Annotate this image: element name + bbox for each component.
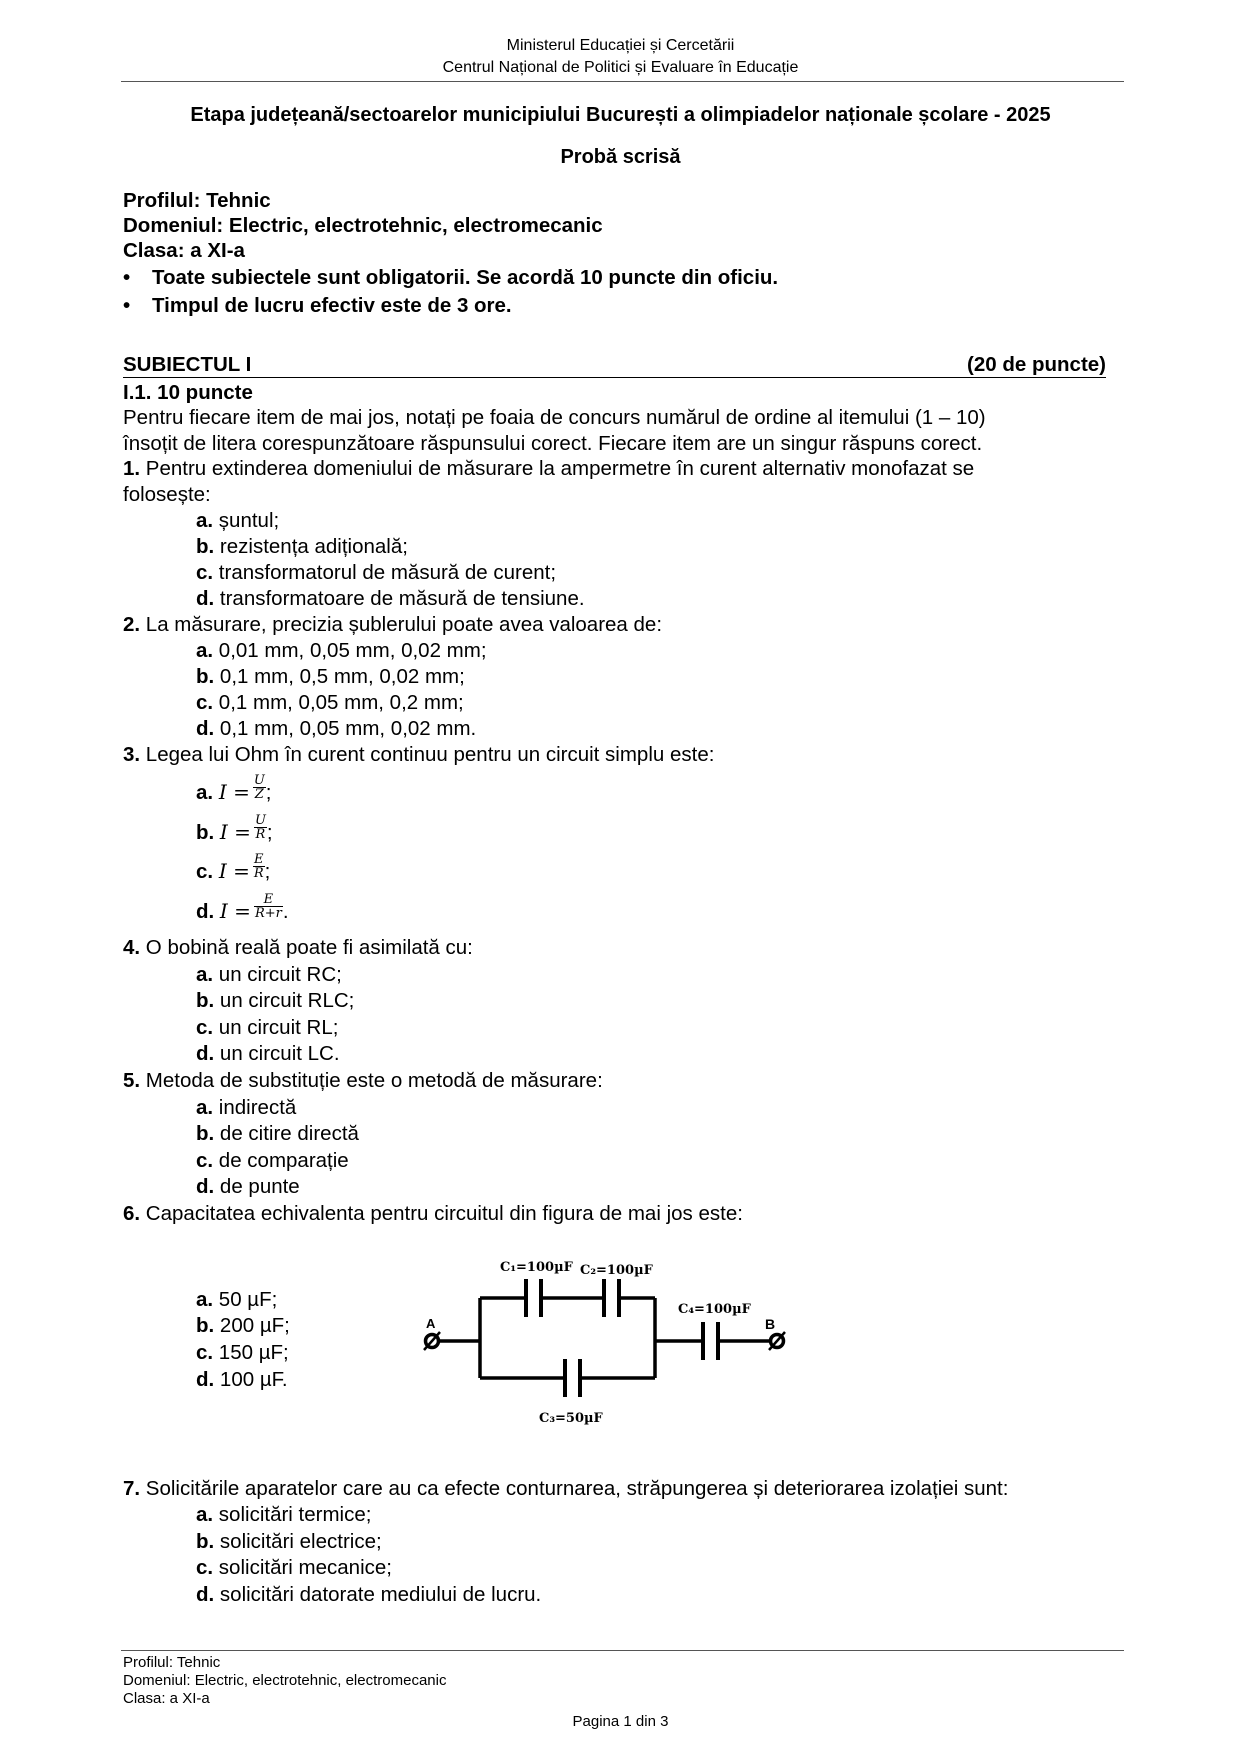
page-title: Etapa județeană/sectoarelor municipiului București a olimpiadelor naționale școlare - 2025 <box>190 104 1051 126</box>
q3-option-a: a. I = $\frac{U}{Z}$ ; <box>196 773 272 804</box>
meta-domeniu: Domeniul: Electric, electrotehnic, electromecanic <box>123 214 603 237</box>
q6-option-d: d. 100 µF. <box>196 1368 288 1391</box>
q2-option-d: d. 0,1 mm, 0,05 mm, 0,02 mm. <box>196 717 477 740</box>
question-3: 3. Legea lui Ohm în curent continuu pentru un circuit simplu este: <box>123 743 715 766</box>
bullet-1-text: Toate subiectele sunt obligatorii. Se acordă 10 puncte din oficiu. <box>152 266 779 289</box>
page-number: Pagina 1 din 3 <box>572 1713 669 1730</box>
instructions-line-1: Pentru fiecare item de mai jos, notați pe foaia de concurs numărul de ordine al itemului (1 – 10) <box>123 406 986 429</box>
meta-clasa: Clasa: a XI-a <box>123 239 245 262</box>
header-center: Centrul Național de Politici și Evaluare în Educație <box>442 59 799 76</box>
label-terminal-b: B <box>765 1316 776 1332</box>
q6-option-a: a. 50 µF; <box>196 1288 278 1311</box>
capacitor-circuit-diagram <box>410 1255 810 1440</box>
capacitor-c2 <box>604 1279 619 1317</box>
question-1: 1. Pentru extinderea domeniului de măsurare la ampermetre în curent alternativ monofazat se <box>123 457 975 480</box>
q6-option-c: c. 150 µF; <box>196 1341 289 1364</box>
terminal-b-symbol <box>769 1332 785 1350</box>
q4-option-b: b. un circuit RLC; <box>196 989 355 1012</box>
label-c4: C₄=100µF <box>678 1302 751 1317</box>
bullet-1: • Toate subiectele sunt obligatorii. Se acordă 10 puncte din oficiu. <box>123 266 779 289</box>
q5-option-d: d. de punte <box>196 1175 300 1198</box>
capacitor-c3 <box>565 1359 580 1397</box>
q7-option-d: d. solicitări datorate mediului de lucru. <box>196 1583 542 1606</box>
footer-profil: Profilul: Tehnic <box>123 1654 221 1671</box>
label-c3: C₃=50µF <box>539 1411 603 1426</box>
q4-option-d: d. un circuit LC. <box>196 1042 340 1065</box>
q5-option-b: b. de citire directă <box>196 1122 359 1145</box>
question-5: 5. Metoda de substituție este o metodă de măsurare: <box>123 1069 603 1092</box>
section-title: I.1. 10 puncte <box>123 381 253 404</box>
q4-option-c: c. un circuit RL; <box>196 1016 339 1039</box>
header-ministry: Ministerul Educației și Cercetării <box>506 37 735 54</box>
subject-points: (20 de puncte) <box>967 353 1106 376</box>
question-4: 4. O bobină reală poate fi asimilată cu: <box>123 936 473 959</box>
subject-header <box>123 353 1106 378</box>
q2-option-a: a. 0,01 mm, 0,05 mm, 0,02 mm; <box>196 639 487 662</box>
meta-profil: Profilul: Tehnic <box>123 189 271 212</box>
q7-option-a: a. solicitări termice; <box>196 1503 372 1526</box>
q3-option-c: c. I = $\frac{E}{R}$ ; <box>196 852 271 883</box>
bullet-2: • Timpul de lucru efectiv este de 3 ore. <box>123 294 512 317</box>
q3-option-b: b. I = $\frac{U}{R}$ ; <box>196 813 273 844</box>
question-7: 7. Solicitările aparatelor care au ca efecte conturnarea, străpungerea și deteriorarea izolației sunt: <box>123 1477 1009 1500</box>
capacitor-c1 <box>526 1279 541 1317</box>
question-2: 2. La măsurare, precizia șublerului poate avea valoarea de: <box>123 613 663 636</box>
terminal-a-symbol <box>424 1332 440 1350</box>
label-c1: C₁=100µF <box>500 1260 573 1275</box>
q7-option-c: c. solicitări mecanice; <box>196 1556 392 1579</box>
q1-option-b: b. rezistența adițională; <box>196 535 408 558</box>
q7-option-b: b. solicitări electrice; <box>196 1530 382 1553</box>
bullet-2-text: Timpul de lucru efectiv este de 3 ore. <box>152 294 512 317</box>
q5-option-c: c. de comparație <box>196 1149 349 1172</box>
q5-option-a: a. indirectă <box>196 1096 297 1119</box>
capacitor-c4 <box>703 1322 718 1360</box>
q1-option-c: c. transformatorul de măsură de curent; <box>196 561 557 584</box>
page-subtitle: Probă scrisă <box>560 146 681 168</box>
q1-option-d: d. transformatoare de măsură de tensiune. <box>196 587 585 610</box>
q6-option-b: b. 200 µF; <box>196 1314 290 1337</box>
question-1-cont: folosește: <box>123 483 211 506</box>
q4-option-a: a. un circuit RC; <box>196 963 342 986</box>
q1-option-a: a. șuntul; <box>196 509 280 532</box>
q2-option-b: b. 0,1 mm, 0,5 mm, 0,02 mm; <box>196 665 465 688</box>
label-terminal-a: A <box>426 1316 436 1331</box>
header-rule <box>121 81 1124 82</box>
subject-title: SUBIECTUL I <box>123 353 252 376</box>
q2-option-c: c. 0,1 mm, 0,05 mm, 0,2 mm; <box>196 691 464 714</box>
q3-option-d: d. I = $\frac{E}{R+r}$ . <box>196 892 289 923</box>
question-6: 6. Capacitatea echivalenta pentru circuitul din figura de mai jos este: <box>123 1202 743 1225</box>
footer-clasa: Clasa: a XI-a <box>123 1690 210 1707</box>
label-c2: C₂=100µF <box>580 1263 653 1278</box>
instructions-line-2: însoțit de litera corespunzătoare răspunsului corect. Fiecare item are un singur răspuns corect. <box>123 432 983 455</box>
footer-rule <box>121 1650 1124 1651</box>
footer-domeniu: Domeniul: Electric, electrotehnic, electromecanic <box>123 1672 447 1689</box>
